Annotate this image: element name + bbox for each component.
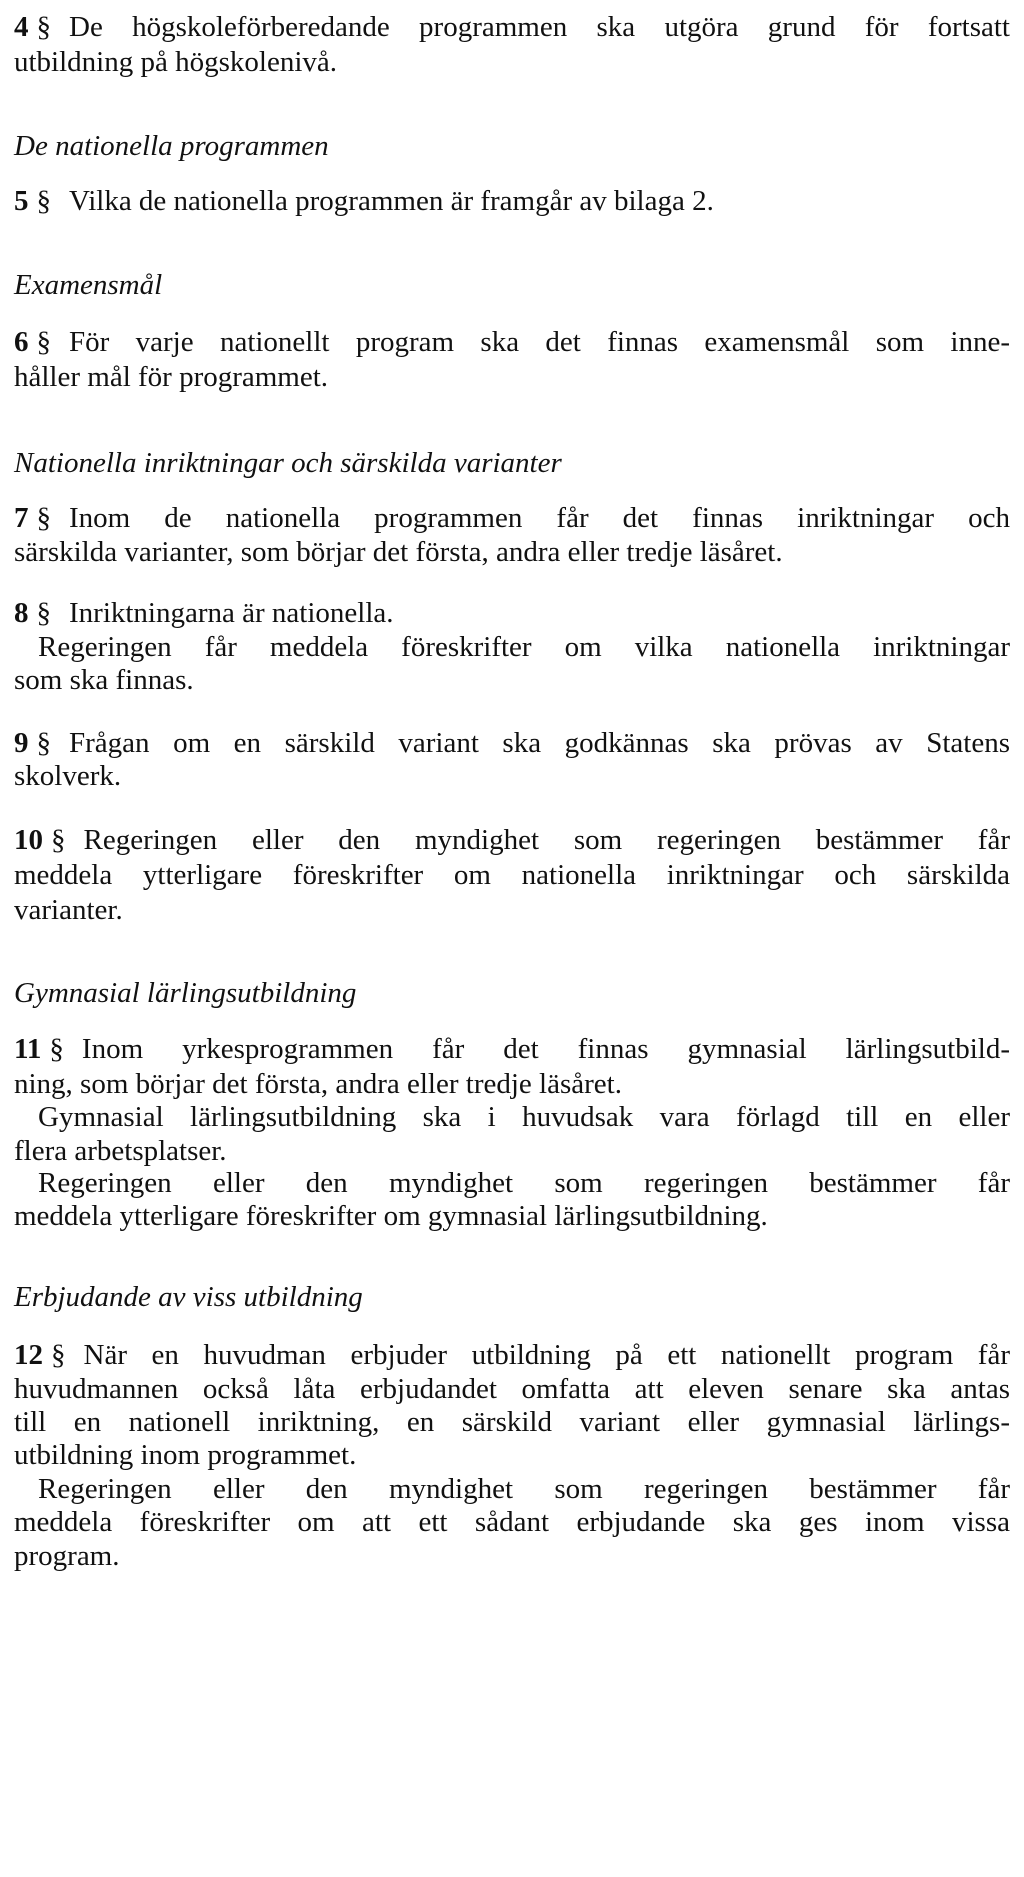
paragraph-12-start [14,1337,1010,1373]
section-heading: Gymnasial lärlingsutbildning [14,977,357,1009]
paragraph-4-start [14,9,1010,45]
body-line: särskilda varianter, som börjar det första, andra eller tredje läsåret. [14,536,783,568]
section-sign: § [36,727,51,759]
paragraph-text: Inom yrkesprogrammen får det finnas gymnasial lärlingsutbild- [81,1033,1010,1065]
body-line: meddela föreskrifter om att ett sådant erbjudande ska ges inom vissa [14,1506,1010,1538]
section-sign: § [51,824,66,856]
body-line: håller mål för programmet. [14,361,329,393]
body-line: program. [14,1540,120,1572]
paragraph-text: Regeringen eller den myndighet som regeringen bestämmer får [83,824,1010,856]
body-line: Regeringen eller den myndighet som regeringen bestämmer får [38,1473,1010,1505]
paragraph-8-start [14,595,1010,631]
section-heading: De nationella programmen [14,130,329,162]
section-heading: Erbjudande av viss utbildning [14,1281,363,1313]
section-sign: § [36,185,51,217]
paragraph-text: De högskoleförberedande programmen ska utgöra grund för fortsatt [69,11,1010,43]
body-line: som ska finnas. [14,664,194,696]
section-sign: § [36,502,51,534]
paragraph-number: 6 [14,326,29,358]
section-sign: § [36,11,51,43]
paragraph-9-start [14,725,1010,761]
body-line: skolverk. [14,760,122,792]
paragraph-number: 12 [14,1339,43,1371]
section-heading: Examensmål [14,269,163,301]
paragraph-text: Inriktningarna är nationella. [69,597,394,629]
body-line: Regeringen får meddela föreskrifter om vilka nationella inriktningar [38,631,1010,663]
paragraph-text: Frågan om en särskild variant ska godkännas ska prövas av Statens [69,727,1010,759]
paragraph-number: 8 [14,597,29,629]
body-line: varianter. [14,894,123,926]
paragraph-5-start [14,183,1010,219]
paragraph-number: 9 [14,727,29,759]
paragraph-text: Inom de nationella programmen får det finnas inriktningar och [69,502,1010,534]
paragraph-10-start [14,822,1010,858]
paragraph-6-start [14,324,1010,360]
body-line: Regeringen eller den myndighet som regeringen bestämmer får [38,1167,1010,1199]
body-line: meddela ytterligare föreskrifter om nationella inriktningar och särskilda [14,859,1010,891]
section-heading: Nationella inriktningar och särskilda varianter [14,447,562,479]
paragraph-number: 5 [14,185,29,217]
section-sign: § [49,1033,64,1065]
section-sign: § [36,326,51,358]
body-line: huvudmannen också låta erbjudandet omfatta att eleven senare ska antas [14,1373,1010,1405]
paragraph-text: När en huvudman erbjuder utbildning på ett nationellt program får [83,1339,1010,1371]
section-sign: § [51,1339,66,1371]
body-line: flera arbetsplatser. [14,1135,227,1167]
paragraph-11-start [14,1031,1010,1067]
body-line: utbildning på högskolenivå. [14,46,337,78]
paragraph-text: Vilka de nationella programmen är framgår av bilaga 2. [69,185,714,217]
body-line: Gymnasial lärlingsutbildning ska i huvudsak vara förlagd till en eller [38,1101,1010,1133]
body-line: utbildning inom programmet. [14,1439,357,1471]
body-line: ning, som börjar det första, andra eller tredje läsåret. [14,1068,622,1100]
paragraph-number: 7 [14,502,29,534]
paragraph-number: 11 [14,1033,42,1065]
paragraph-text: För varje nationellt program ska det finnas examensmål som inne- [69,326,1010,358]
paragraph-number: 10 [14,824,43,856]
paragraph-7-start [14,500,1010,536]
paragraph-number: 4 [14,11,29,43]
body-line: meddela ytterligare föreskrifter om gymnasial lärlingsutbildning. [14,1200,768,1232]
section-sign: § [36,597,51,629]
body-line: till en nationell inriktning, en särskild variant eller gymnasial lärlings- [14,1406,1010,1438]
